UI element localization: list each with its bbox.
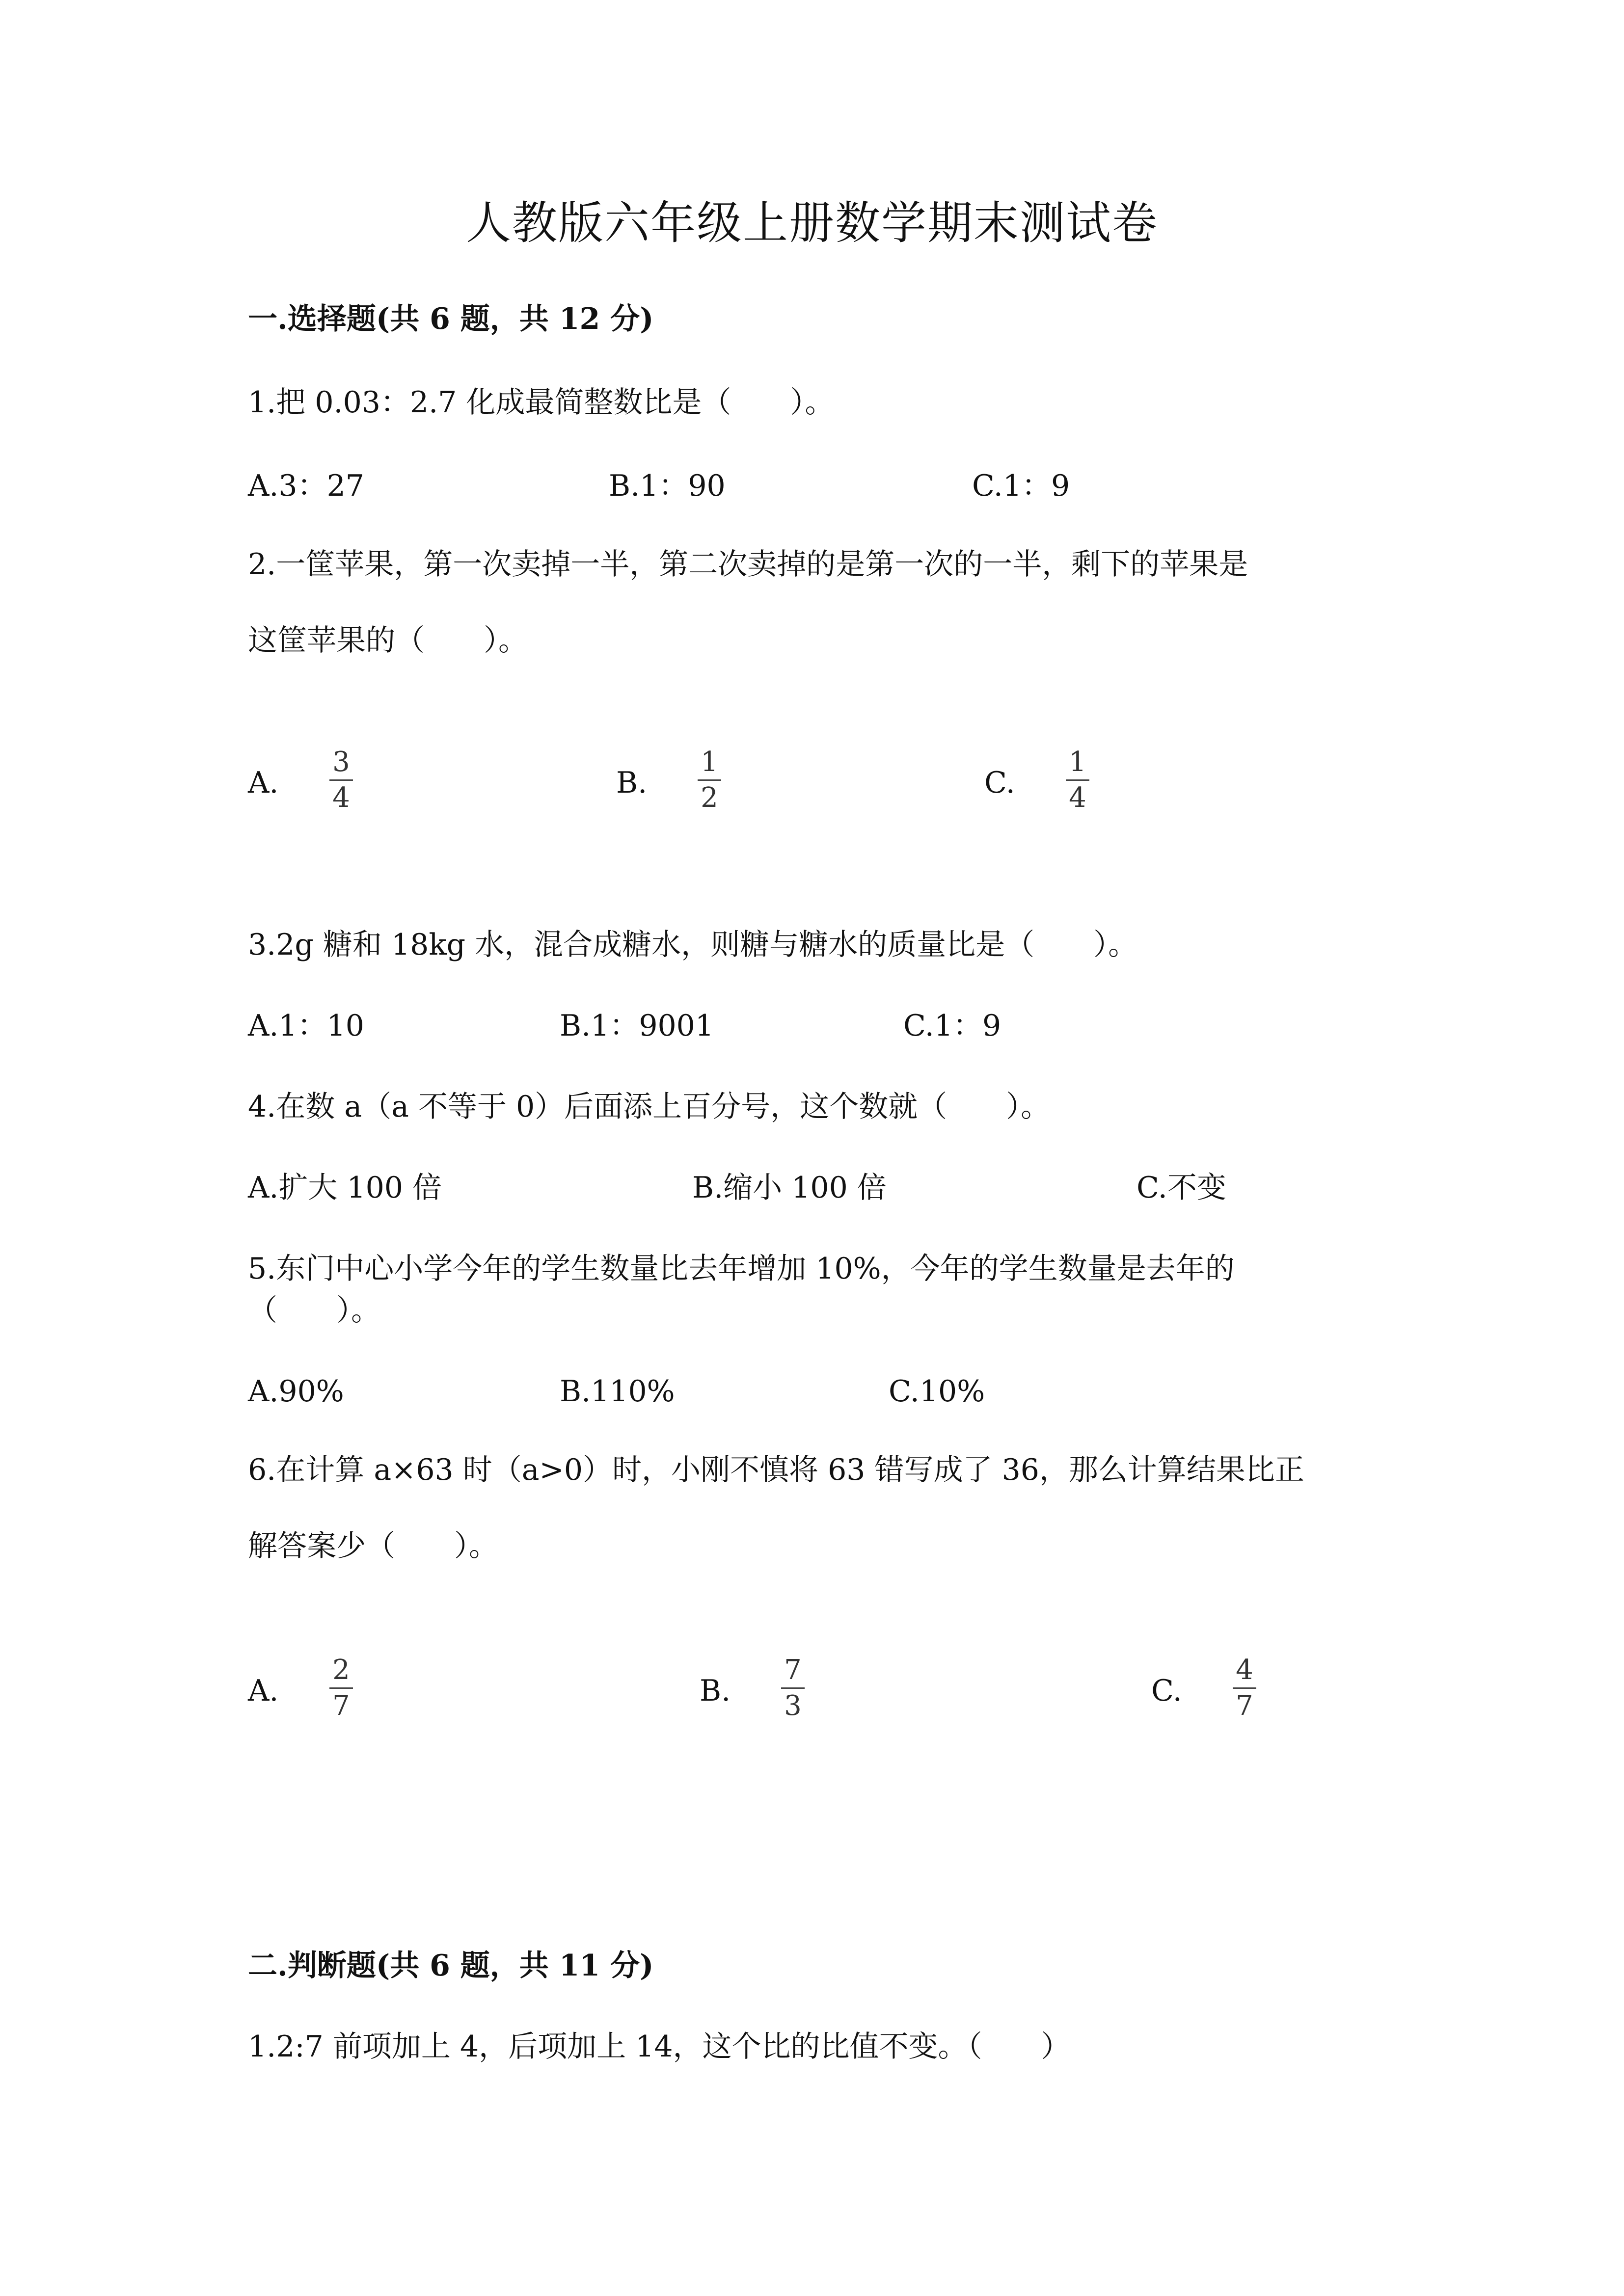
- q5-option-b: B.110%: [560, 1374, 675, 1409]
- fraction-bar: [781, 1687, 805, 1689]
- fraction-numerator: 2: [332, 1654, 350, 1686]
- question-2-line-2: 这筐苹果的（ ）。: [248, 623, 528, 658]
- question-2-line-1: 2.一筐苹果，第一次卖掉一半，第二次卖掉的是第一次的一半，剩下的苹果是: [248, 547, 1248, 582]
- fraction-denominator: 4: [1069, 782, 1086, 814]
- q5-option-c: C.10%: [889, 1374, 985, 1409]
- q3-option-a: A.1：10: [248, 1009, 364, 1043]
- fraction-denominator: 4: [332, 782, 350, 814]
- q6-option-c-label: C.: [1151, 1674, 1182, 1708]
- q2-option-b-label: B.: [616, 766, 648, 800]
- fraction-numerator: 1: [1069, 746, 1086, 778]
- q1-option-c: C.1：9: [972, 469, 1070, 503]
- fraction-denominator: 7: [332, 1690, 350, 1722]
- q5-option-a: A.90%: [248, 1374, 344, 1409]
- fraction-bar: [1066, 779, 1089, 781]
- q3-option-c: C.1：9: [903, 1009, 1001, 1043]
- q2-option-a-fraction: [326, 746, 356, 814]
- q2-option-c: [984, 746, 1132, 820]
- question-5-line-2: （ ）。: [248, 1293, 380, 1328]
- question-3-text: 3.2g 糖和 18kg 水，混合成糖水，则糖与糖水的质量比是（ ）。: [248, 928, 1138, 962]
- question-4-text: 4.在数 a（a 不等于 0）后面添上百分号，这个数就（ ）。: [248, 1090, 1051, 1124]
- fraction-numerator: 4: [1236, 1654, 1253, 1686]
- q2-option-a: [248, 746, 395, 820]
- q6-option-a: [248, 1654, 395, 1728]
- q4-option-a: A.扩大 100 倍: [248, 1171, 442, 1205]
- q6-option-a-label: A.: [248, 1674, 279, 1708]
- q2-option-b-fraction: [695, 746, 724, 814]
- section-heading-choice: 一.选择题(共 6 题，共 12 分): [248, 302, 654, 336]
- q6-option-c-fraction: [1230, 1654, 1259, 1722]
- fraction-numerator: 3: [332, 746, 350, 778]
- q6-option-b: [700, 1654, 847, 1728]
- question-1-text: 1.把 0.03：2.7 化成最简整数比是（ ）。: [248, 385, 835, 420]
- q1-option-b: B.1：90: [609, 469, 726, 503]
- q6-option-a-fraction: [326, 1654, 356, 1722]
- q6-option-b-label: B.: [700, 1674, 731, 1708]
- q2-option-b: [616, 746, 763, 820]
- q4-option-c: C.不变: [1137, 1171, 1226, 1205]
- question-5-line-1: 5.东门中心小学今年的学生数量比去年增加 10%，今年的学生数量是去年的: [248, 1252, 1235, 1286]
- judge-question-1-text: 1.2:7 前项加上 4，后项加上 14，这个比的比值不变。（ ）: [248, 2029, 1071, 2064]
- fraction-numerator: 7: [784, 1654, 802, 1686]
- fraction-bar: [1233, 1687, 1256, 1689]
- section-heading-true-false: 二.判断题(共 6 题，共 11 分): [248, 1949, 654, 1983]
- fraction-bar: [698, 779, 721, 781]
- q1-option-a: A.3：27: [248, 469, 364, 503]
- q3-option-b: B.1：9001: [560, 1009, 714, 1043]
- q4-option-b: B.缩小 100 倍: [692, 1171, 887, 1205]
- fraction-denominator: 3: [784, 1690, 802, 1722]
- q2-option-a-label: A.: [248, 766, 279, 800]
- q6-option-c: [1151, 1654, 1299, 1728]
- fraction-bar: [329, 1687, 353, 1689]
- page-title: 人教版六年级上册数学期末测试卷: [465, 197, 1158, 249]
- fraction-denominator: 2: [701, 782, 718, 814]
- fraction-denominator: 7: [1236, 1690, 1253, 1722]
- question-6-line-2: 解答案少（ ）。: [248, 1529, 498, 1563]
- fraction-numerator: 1: [701, 746, 718, 778]
- q2-option-c-fraction: [1063, 746, 1092, 814]
- q6-option-b-fraction: [778, 1654, 808, 1722]
- question-6-line-1: 6.在计算 a×63 时（a>0）时，小刚不慎将 63 错写成了 36，那么计算结果比正: [248, 1453, 1304, 1487]
- q2-option-c-label: C.: [984, 766, 1015, 800]
- fraction-bar: [329, 779, 353, 781]
